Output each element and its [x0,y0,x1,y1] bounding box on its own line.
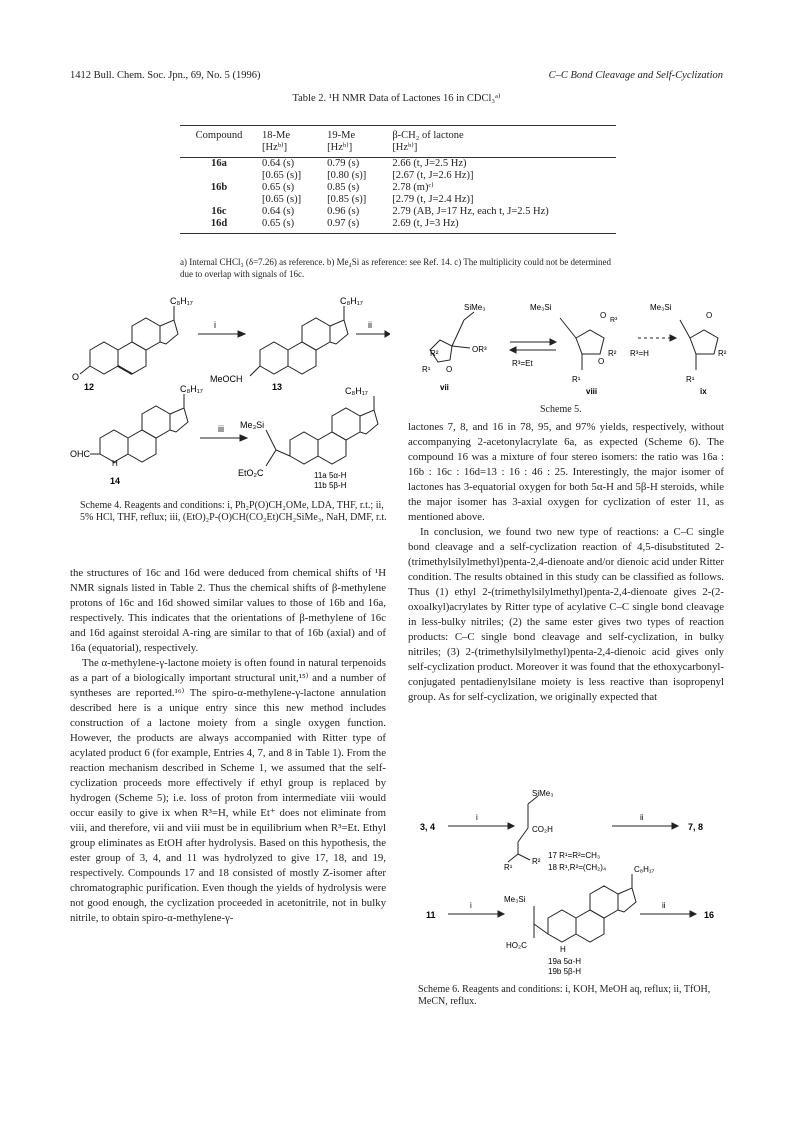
table-cell: 0.85 (s) [327,182,360,193]
steroid-14-structure [90,394,188,462]
atom-label: O [706,311,713,320]
r-group-label: R¹ [504,863,513,872]
table-cell [180,194,258,206]
atom-label: H [560,945,566,954]
compound-label: 11a 5α-H [314,471,347,480]
r-group-label: R³ [610,317,618,324]
table-cell: 0.65 (s) [258,218,323,234]
compound-label: ix [700,387,707,396]
paragraph: In conclusion, we found two new type of reactions: a C–C single bond cleavage and a self-cyclization reaction of 4,5-disubstituted 2-(trimethylsilylmethyl)penta-2,4-dienoate and/or dienoic acid under Ritter condition. The results obtained in this study can be classified as follows. Thus (1) ethyl 2-(trimethylsilylmethyl)penta-2,4-dienoate gives 2-(2-oxoalkyl)acrylates by Ritter type of acylative C–C single bond cleavage in less-bulky nitriles; (2) the same ester gives two types of reaction products: C–C single bond cleavage and self-cyclization, in bulky nitriles; (3) 2-(trimethylsilylmethyl)penta-2,4-dienoic acid gives only self-cyclization product. Moreover it was found that the ethoxycarbonyl-conjugated pentadienylsilane moiety is less reactive than isopropenyl group. As for self-cyclization, we originally expected that [408,526,725,703]
table-header: 18-Me [258,126,323,143]
step-label: ii [662,901,666,910]
scheme-5-caption: Scheme 5. [540,404,582,415]
r-group-label: R² [532,857,541,866]
compound-label: 19a 5α-H [548,957,582,966]
atom-label: H [112,459,118,468]
r-group-label: R² [718,349,727,358]
table-cell: 2.79 (AB, J=17 Hz, each t, J=2.5 Hz) [392,206,549,217]
compound-label: 3, 4 [420,822,436,832]
group-label: Me₃Si [240,420,265,430]
table-subheader [180,142,258,158]
group-label: MeOCH [210,374,243,384]
r-group-label: R¹ [572,375,581,384]
table-cell: 16a [211,158,227,169]
table-caption: Table 2. ¹H NMR Data of Lactones 16 in CDCl₃ᵃ⁾ [292,93,501,104]
compound-label: viii [586,387,598,396]
steroid-12-structure [80,306,178,374]
compound-label: 16 [704,910,715,920]
table-cell: [0.65 (s)] [262,194,302,205]
r-group-label: R² [608,349,617,358]
compound-label: 13 [272,382,283,392]
r-group-label: C₈H₁₇ [634,865,655,874]
group-label: HO₂C [506,941,527,950]
table-header: β-CH₂ of lactone [388,126,616,143]
right-column [408,420,724,705]
page-header-right: C–C Bond Cleavage and Self-Cyclization [548,70,723,81]
table-cell: [2.67 (t, J=2.6 Hz)] [392,170,474,181]
compound-label: 18 R¹,R²=(CH₂)₄ [548,863,607,872]
group-label: Me₃Si [530,303,552,312]
r-group-label: R¹ [686,375,695,384]
atom-label: O [72,372,80,382]
step-label: i [470,901,472,910]
table-row [180,158,616,171]
steroid-19-ring-a [548,910,576,942]
table-subheader: [Hzᵇ⁾] [258,142,323,158]
step-label: ii [368,320,372,330]
group-label: OR³ [472,345,487,354]
scheme-4-caption: Scheme 4. Reagents and conditions: i, Ph₂P(O)CH₂OMe, LDA, THF, r.t.; ii, 5% HCl, THF, reflux; iii, (EtO)₂P-(O)CH(CO₂Et)CH₂SiMe₃, NaH, DMF, r.t. [80,500,387,523]
atom-label: O [600,311,607,320]
table-header: Compound [180,126,258,143]
compound-label: vii [440,383,449,392]
group-label: SiMe₃ [532,789,554,798]
paragraph: The α-methylene-γ-lactone moiety is often found in natural terpenoids as a part of a biologically important structural unit,¹⁵⁾ and a number of syntheses are reported.¹⁶⁾ The spiro-α-methylene-γ-lactone annulation described here is a unique entry since this new method includes construction of a lactone moiety from a single oxygen function. However, the products are always accompanied with Ritter type of acylated product 6 (for example, Entries 4, 7, and 8 in Table 1). From the reaction mechanism described in Scheme 1, we assumed that the self-cyclization proceeds more effectively if ethyl group is replaced by hydrogen (Scheme 5); i.e. loss of proton from intermediate viii would occur easily to give ix when R³=H, while Et⁺ does not eliminate from viii, and therefore, vii and viii must be in equilibrium when R³=Et. Ethyl group eliminates as EtOH after hydrolysis. Based on this hypothesis, the ester group of 3, 4, and 11 was hydrolyzed to give 17, 18, and 19, respectively. Compounds 17 and 18 consisted of mostly Z-isomer after chromatographic purification. Even though the yields of hydrolysis were not good enough, the cyclization proceeded in acetonitrile, not in bulky nitrile, to obtain spiro-α-methylene-γ- [70,657,386,924]
table-cell: 0.96 (s) [327,206,360,217]
atom-label: O [598,357,605,366]
group-label: Me₃Si [650,303,672,312]
steroid-11-structure [266,396,378,466]
step-label: iii [218,424,224,434]
intermediate-viii-ring [576,330,604,354]
nmr-table [180,125,616,234]
compound-label: 12 [84,382,95,392]
table-cell: 16c [211,206,227,217]
compound-label: 19b 5β-H [548,967,582,976]
table-row [180,218,616,234]
table-cell: [2.79 (t, J=2.4 Hz)] [392,194,474,205]
r-group-label: C₈H₁₇ [340,296,363,306]
scheme-6-graphic [408,788,724,978]
r-group-label: R² [430,349,439,358]
lactone-ix-ring [690,330,718,354]
table-header: 19-Me [323,126,388,143]
table-cell: 0.64 (s) [262,206,295,217]
r-group-label: R¹ [422,365,431,374]
group-label: Me₃Si [504,895,526,904]
condition-label: R³=H [630,349,649,358]
table-row [180,170,616,182]
table-row [180,182,616,194]
table-cell: 0.65 (s) [262,182,295,193]
steroid-13-structure [250,306,348,376]
table-row [180,194,616,206]
r-group-label: C₈H₁₇ [180,384,203,394]
table-subheader: [Hzᵇ⁾] [323,142,388,158]
table-subheader: [Hzᵇ⁾] [388,142,616,158]
table-cell: 0.79 (s) [327,158,360,169]
compound-label: 11b 5β-H [314,481,347,490]
group-label: SiMe₃ [464,303,486,312]
group-label: OHC [70,449,90,459]
table-cell: 16d [180,218,258,234]
table-cell [180,170,258,182]
left-column [70,566,386,926]
group-label: CO₂H [532,825,553,834]
compound-label: 11 [426,910,436,920]
page-header-left: 1412 Bull. Chem. Soc. Jpn., 69, No. 5 (1996) [70,70,261,81]
condition-label: R³=Et [512,359,533,368]
table-cell: [0.65 (s)] [262,170,302,181]
r-group-label: C₈H₁₇ [345,386,368,396]
table-footnote: a) Internal CHCl₃ (δ=7.26) as reference. b) Me₄Si as reference: see Ref. 14. c) The multiplicity could not be determined due to overlap with signals of 16c. [180,257,612,279]
table-cell: [0.80 (s)] [327,170,367,181]
step-label: ii [640,813,644,822]
scheme-6-caption: Scheme 6. Reagents and conditions: i, KOH, MeOH aq, reflux; ii, TfOH, MeCN, reflux. [418,984,711,1007]
scheme-4-graphic [70,290,390,490]
scheme-5-graphic [400,290,730,400]
group-label: EtO₂C [238,468,264,478]
table-cell: 2.69 (t, J=3 Hz) [388,218,616,234]
table-cell: 0.64 (s) [262,158,295,169]
step-label: i [476,813,478,822]
r-group-label: C₈H₁₇ [170,296,193,306]
table-cell: 16b [210,182,228,193]
atom-label: O [446,365,453,374]
step-label: i [214,320,216,330]
table-cell: [0.85 (s)] [327,194,367,205]
table-cell: 2.66 (t, J=2.5 Hz) [392,158,467,169]
compound-label: 14 [110,476,121,486]
paragraph: lactones 7, 8, and 16 in 78, 95, and 97% yields, respectively, without accompanying 2-acetonylacrylate 6a, as expected (Scheme 6). The compound 16 was a mixture of four stereo isomers: the ratio was 16a : 16b : 16c : 16d=13 : 16 : 46 : 25. Interestingly, the major isomer of lactones has 3-equatorial oxygen for both 5α-H and 5β-H steroids, while the major isomer has 3-axial oxygen for cyclization of ester 11, as mentioned above. [408,421,724,523]
paragraph: the structures of 16c and 16d were deduced from chemical shifts of ¹H NMR signals listed in Table 2. Thus the chemical shifts of β-methylene protons of 16c and 16d showed similar values to those of 16b and 16a, respectively. This indicates that the orientations of β-methylene of 16c and 16d against steroidal A-ring are similar to that of 16b (axial) and of 16a (equatorial), respectively. [70,567,386,654]
table-cell: 2.78 (m)ᶜ⁾ [392,182,434,193]
table-row [180,206,616,218]
table-cell: 0.97 (s) [323,218,388,234]
compound-label: 17 R¹=R²=CH₃ [548,851,601,860]
compound-label: 7, 8 [688,822,704,832]
